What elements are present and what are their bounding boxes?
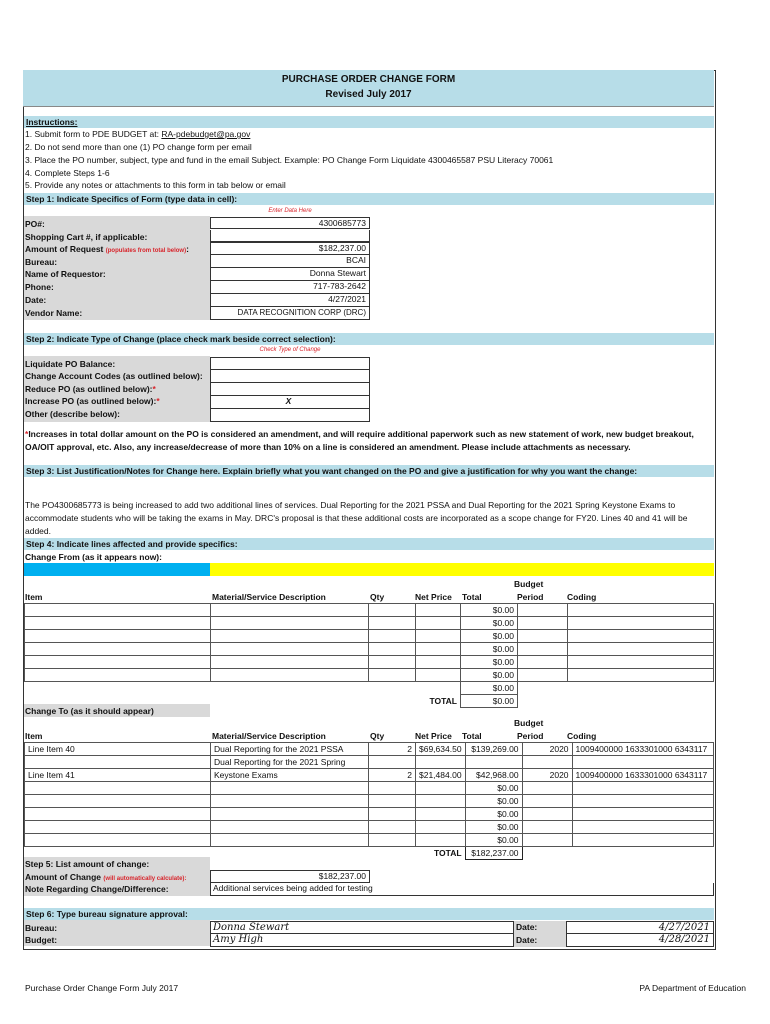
amendment-footnote-1: *Increases in total dollar amount on the PO is considered an amendment, and will require additional paperwork such as new statement of work, new budget breakout, xyxy=(25,429,694,439)
bureau-label: Bureau: xyxy=(25,257,58,267)
change-to-table xyxy=(24,742,714,860)
budget-date-field[interactable]: 4/28/2021 xyxy=(566,934,714,947)
change-to-label: Change To (as it should appear) xyxy=(25,706,154,716)
liquidate-label: Liquidate PO Balance: xyxy=(25,359,116,369)
table-row[interactable]: $0.00 xyxy=(25,617,714,630)
amount-request-note: (populates from total below) xyxy=(105,248,187,254)
step1-heading: Step 1: Indicate Specifics of Form (type data in cell): xyxy=(24,193,714,205)
footer-left: Purchase Order Change Form July 2017 xyxy=(25,983,179,993)
bureau-date-label: Date: xyxy=(516,922,538,932)
from-net-header: Net Price xyxy=(415,592,452,602)
step2-heading: Step 2: Indicate Type of Change (place check mark beside correct selection): xyxy=(24,333,714,345)
change-from-table xyxy=(24,603,714,708)
to-coding-header: Coding xyxy=(567,731,597,741)
step6-heading: Step 6: Type bureau signature approval: xyxy=(24,908,714,920)
to-period-header: Period xyxy=(517,731,544,741)
to-desc-header: Material/Service Description xyxy=(212,731,326,741)
table-row[interactable]: $0.00 xyxy=(25,682,714,695)
table-row[interactable]: $0.00 xyxy=(25,630,714,643)
from-period-header: Period xyxy=(517,592,544,602)
justification-line-3[interactable]: added. xyxy=(25,526,51,536)
change-codes-check[interactable] xyxy=(210,370,370,383)
table-row[interactable]: $0.00 xyxy=(25,821,714,834)
amount-change-label: Amount of Change (will automatically calculate): xyxy=(25,872,187,882)
bureau-field[interactable]: BCAI xyxy=(210,255,370,268)
amendment-footnote-2: OA/OIT approval, etc. Also, any increase/decrease of more than 10% on a line is considered an amendment. Please include attachments as necessary. xyxy=(25,442,631,452)
table-row[interactable]: $0.00 xyxy=(25,669,714,682)
table-row[interactable]: Dual Reporting for the 2021 Spring xyxy=(25,756,714,769)
table-row[interactable]: Line Item 40 Dual Reporting for the 2021 PSSA 2 $69,634.50 $139,269.00 2020 1009400000 1633301000 6343117 xyxy=(25,743,714,756)
table-row[interactable]: $0.00 xyxy=(25,834,714,847)
to-net-header: Net Price xyxy=(415,731,452,741)
other-label: Other (describe below): xyxy=(25,409,120,419)
footer-right: PA Department of Education xyxy=(639,983,746,993)
table-row[interactable]: Line Item 41 Keystone Exams 2 $21,484.00 $42,968.00 2020 1009400000 1633301000 6343117 xyxy=(25,769,714,782)
change-from-yellow-bar xyxy=(210,563,714,576)
note-change-label: Note Regarding Change/Difference: xyxy=(25,884,169,894)
budget-date-label: Date: xyxy=(516,935,538,945)
note-change-field[interactable]: Additional services being added for testing xyxy=(210,883,714,896)
from-budget-header: Budget xyxy=(514,579,544,589)
step1-hint: Enter Data Here xyxy=(268,208,312,214)
from-total-header: Total xyxy=(462,592,482,602)
justification-line-2[interactable]: accommodate students who will be taking the exams in May. DRC's proposal is that these additional costs are incorporated as a scope change for FY20. Lines 40 and 41 will be xyxy=(25,513,688,523)
form-header xyxy=(23,70,714,107)
bureau-date-field[interactable]: 4/27/2021 xyxy=(566,921,714,934)
change-codes-label: Change Account Codes (as outlined below): xyxy=(25,371,203,381)
amount-request-field[interactable]: $182,237.00 xyxy=(210,242,370,255)
other-check[interactable] xyxy=(210,409,370,422)
phone-label: Phone: xyxy=(25,282,54,292)
po-number-field[interactable]: 4300685773 xyxy=(210,217,370,229)
from-coding-header: Coding xyxy=(567,592,597,602)
instructions-heading: Instructions: xyxy=(26,117,78,127)
table-row[interactable]: $0.00 xyxy=(25,782,714,795)
phone-field[interactable]: 717-783-2642 xyxy=(210,281,370,294)
form-revised: Revised July 2017 xyxy=(325,89,412,100)
vendor-label: Vendor Name: xyxy=(25,308,83,318)
bureau-signature-field[interactable]: Donna Stewart xyxy=(210,921,514,934)
step2-hint: Check Type of Change xyxy=(259,347,321,353)
instructions-band xyxy=(24,116,714,128)
date-field[interactable]: 4/27/2021 xyxy=(210,294,370,307)
cart-label: Shopping Cart #, if applicable: xyxy=(25,232,148,242)
step3-heading: Step 3: List Justification/Notes for Change here. Explain briefly what you want changed on the PO and give a justification for why you want the change: xyxy=(24,465,714,477)
from-item-header: Item xyxy=(25,592,43,602)
to-qty-header: Qty xyxy=(370,731,385,741)
table-row[interactable]: $0.00 xyxy=(25,643,714,656)
increase-check[interactable]: X xyxy=(210,396,370,409)
vendor-field[interactable]: DATA RECOGNITION CORP (DRC) xyxy=(210,307,370,320)
to-budget-header: Budget xyxy=(514,718,544,728)
reduce-check[interactable] xyxy=(210,383,370,396)
from-qty-header: Qty xyxy=(370,592,385,602)
pde-email-link[interactable]: RA-pdebudget@pa.gov xyxy=(161,129,251,139)
from-desc-header: Material/Service Description xyxy=(212,592,326,602)
table-row[interactable]: $0.00 xyxy=(25,604,714,617)
to-total-row: TOTAL $182,237.00 xyxy=(25,847,714,860)
from-total-row: TOTAL $0.00 xyxy=(25,695,714,708)
amount-change-note: (will automatically calculate): xyxy=(103,876,187,882)
instruction-5: 5. Provide any notes or attachments to this form in tab below or email xyxy=(25,180,286,190)
cart-number-field[interactable] xyxy=(210,230,370,242)
instruction-4: 4. Complete Steps 1-6 xyxy=(25,168,110,178)
change-from-label: Change From (as it appears now): xyxy=(25,552,162,562)
to-item-header: Item xyxy=(25,731,43,741)
reduce-label: Reduce PO (as outlined below):* xyxy=(25,384,156,394)
amount-request-label: Amount of Request (populates from total below): xyxy=(25,244,189,254)
instruction-1: 1. Submit form to PDE BUDGET at: RA-pdebudget@pa.gov xyxy=(25,129,251,139)
amount-change-field[interactable]: $182,237.00 xyxy=(210,870,370,883)
change-from-blue-bar xyxy=(24,563,210,576)
instruction-2: 2. Do not send more than one (1) PO change form per email xyxy=(25,142,252,152)
sign-date-label-panel xyxy=(514,921,566,947)
requestor-field[interactable]: Donna Stewart xyxy=(210,268,370,281)
table-row[interactable]: $0.00 xyxy=(25,656,714,669)
po-label: PO#: xyxy=(25,219,45,229)
budget-signature-field[interactable]: Amy High xyxy=(210,934,514,947)
to-total-header: Total xyxy=(462,731,482,741)
form-title: PURCHASE ORDER CHANGE FORM xyxy=(281,74,456,85)
date-label: Date: xyxy=(25,295,47,305)
increase-label: Increase PO (as outlined below):* xyxy=(25,396,160,406)
table-row[interactable]: $0.00 xyxy=(25,808,714,821)
justification-line-1[interactable]: The PO4300685773 is being increased to add two additional lines of services. Dual Reporting for the 2021 PSSA and Dual Reporting for the 2021 Spring Keystone Exams to xyxy=(25,500,676,510)
step5-heading: Step 5: List amount of change: xyxy=(25,859,150,869)
requestor-label: Name of Requestor: xyxy=(25,269,106,279)
table-row[interactable]: $0.00 xyxy=(25,795,714,808)
budget-sign-label: Budget: xyxy=(25,935,58,945)
step4-heading: Step 4: Indicate lines affected and provide specifics: xyxy=(24,538,714,550)
instruction-3: 3. Place the PO number, subject, type and fund in the email Subject. Example: PO Change Form Liquidate 4300465587 PSU Literacy 70061 xyxy=(25,155,554,165)
liquidate-check[interactable] xyxy=(210,357,370,370)
bureau-sign-label: Bureau: xyxy=(25,923,58,933)
